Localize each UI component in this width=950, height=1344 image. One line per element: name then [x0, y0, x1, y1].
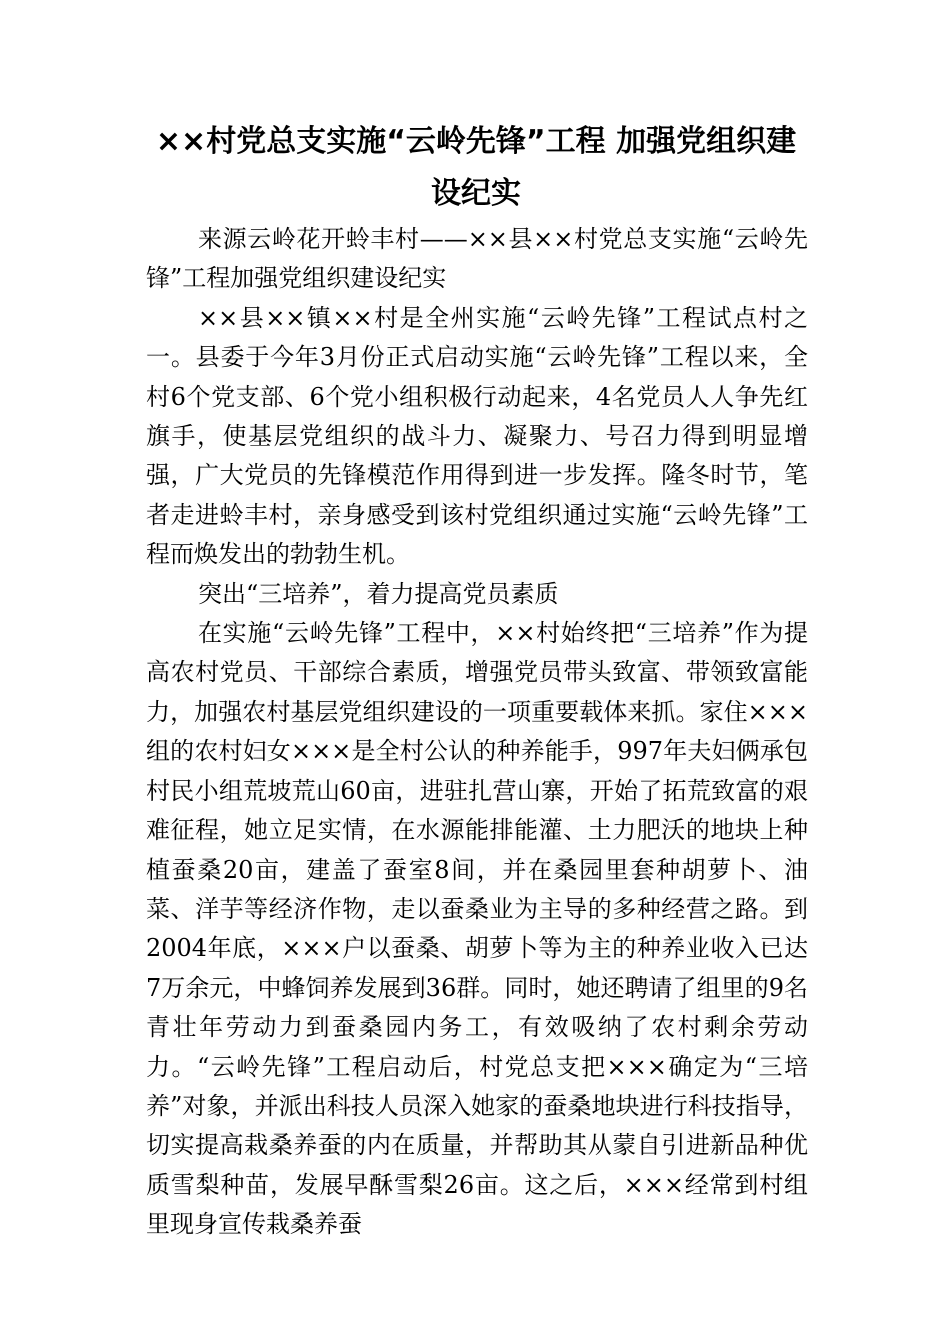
body-paragraph: 在实施“云岭先锋”工程中，××村始终把“三培养”作为提高农村党员、干部综合素质，增强党员带头致富、带领致富能力，加强农村基层党组织建设的一项重要载体来抓。家住×××组的农村妇女×××是全村公认的种养能手，997年夫妇俩承包村民小组荒坡荒山60亩，进驻扎营山寨，开始了拓荒致富的艰难征程，她立足实情，在水源能排能灌、土力肥沃的地块上种植蚕桑20亩，建盖了蚕室8间，并在桑园里套种胡萝卜、油菜、洋芋等经济作物，走以蚕桑业为主导的多种经营之路。到2004年底，×××户以蚕桑、胡萝卜等为主的种养业收入已达7万余元，中蜂饲养发展到36群。同时，她还聘请了组里的9名青壮年劳动力到蚕桑园内务工，有效吸纳了农村剩余劳动力。“云岭先锋”工程启动后，村党总支把×××确定为“三培养”对象，并派出科技人员深入她家的蚕桑地块进行科技指导，切实提高栽桑养蚕的内在质量，并帮助其从蒙自引进新品种优质雪梨种苗，发展早酥雪梨26亩。这之后，×××经常到村组里现身宣传栽桑养蚕: [146, 619, 808, 1239]
source-paragraph: 来源云岭花开蛉丰村——××县××村党总支实施“云岭先锋”工程加强党组织建设纪实: [146, 225, 808, 293]
intro-paragraph: ××县××镇××村是全州实施“云岭先锋”工程试点村之一。县委于今年3月份正式启动实施“云岭先锋”工程以来，全村6个党支部、6个党小组积极行动起来，4名党员人人争先红旗手，使基层党组织的战斗力、凝聚力、号召力得到明显增强，广大党员的先锋模范作用得到进一步发挥。隆冬时节，笔者走进蛉丰村，亲身感受到该村党组织通过实施“云岭先锋”工程而焕发出的勃勃生机。: [146, 303, 808, 569]
section-heading: 突出“三培养”，着力提高党员素质: [198, 579, 559, 608]
document-body: [146, 220, 808, 1245]
document-title: ××村党总支实施“云岭先锋”工程 加强党组织建设纪实: [155, 124, 797, 211]
